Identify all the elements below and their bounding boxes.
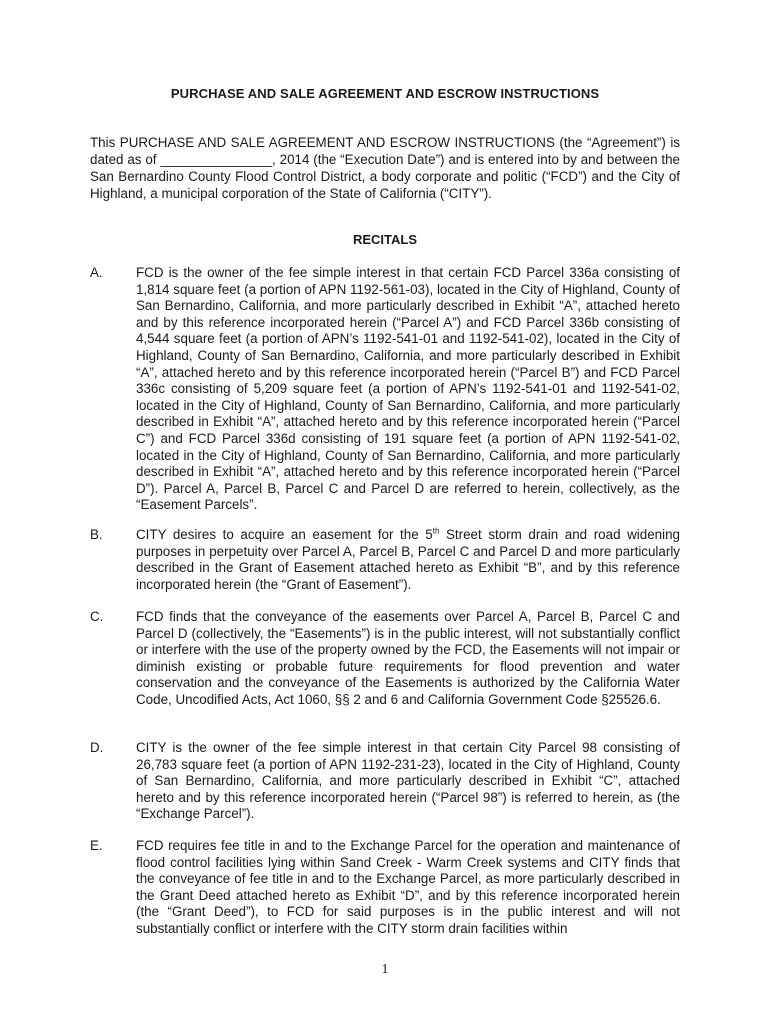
recital-letter: A. xyxy=(90,265,103,280)
recital-text: FCD is the owner of the fee simple interest in that certain FCD Parcel 336a consisting of 1,814 square feet (a portion of APN 1192-561-03), located in the City of Highland, County of San Bernardino, California, and more particularly described in Exhibit “A”, attached hereto and by this reference incorporated herein (“Parcel A”) and FCD Parcel 336b consisting of 4,544 square feet (a portion of APN’s 1192-541-01 and 1192-541-02), located in the City of Highland, County of San Bernardino, California, and more particularly described in Exhibit “A”, attached hereto and by this reference incorporated herein (“Parcel B”) and FCD Parcel 336c consisting of 5,209 square feet (a portion of APN’s 1192-541-01 and 1192-541-02, located in the City of Highland, County of San Bernardino, California, and more particularly described in Exhibit “A”, attached hereto and by this reference incorporated herein (“Parcel C”) and FCD Parcel 336d consisting of 191 square feet (a portion of APN 1192-541-02, located in the City of Highland, County of San Bernardino, California, and more particularly described in Exhibit “A”, attached hereto and by this reference incorporated herein (“Parcel D”). Parcel A, Parcel B, Parcel C and Parcel D are referred to herein, collectively, as the “Easement Parcels”. xyxy=(136,265,680,513)
recital-text: FCD finds that the conveyance of the easements over Parcel A, Parcel B, Parcel C and Parcel D (collectively, the “Easements”) is in the public interest, will not substantially conflict or interfere with the use of the property owned by the FCD, the Easements will not impair or diminish existing or probable future requirements for flood prevention and water conservation and the conveyance of the Easements is authorized by the California Water Code, Uncodified Acts, Act 1060, §§ 2 and 6 and California Government Code §25526.6. xyxy=(136,609,680,707)
recital-text xyxy=(136,527,680,593)
page-number: 1 xyxy=(381,962,389,977)
recital-text: FCD requires fee title in and to the Exchange Parcel for the operation and maintenance of flood control facilities lying within Sand Creek - Warm Creek systems and CITY finds that the conveyance of fee title in and to the Exchange Parcel, as more particularly described in the Grant Deed attached hereto as Exhibit “D”, and by this reference incorporated herein (the “Grant Deed”), to FCD for said purposes is in the public interest and will not substantially conflict or interfere with the CITY storm drain facilities within xyxy=(136,838,680,936)
recital-text: CITY is the owner of the fee simple interest in that certain City Parcel 98 consisting of 26,783 square feet (a portion of APN 1192-231-23), located in the City of Highland, County of San Bernardino, California, and more particularly described in Exhibit “C”, attached hereto and by this reference incorporated herein (“Parcel 98”) is referred to herein, as (the “Exchange Parcel”). xyxy=(136,740,680,822)
recital-text-part: CITY desires to acquire an easement for the 5 xyxy=(136,527,433,542)
recital-letter: B. xyxy=(90,527,103,542)
recital-letter: D. xyxy=(90,740,104,755)
intro-paragraph: This PURCHASE AND SALE AGREEMENT AND ESCROW INSTRUCTIONS (the “Agreement”) is dated as of _______________, 2014 (the “Execution Date”) and is entered into by and between the San Bernardino County Flood Control District, a body corporate and politic (“FCD”) and the City of Highland, a municipal corporation of the State of California (“CITY”). xyxy=(90,135,680,201)
recital-letter: E. xyxy=(90,838,103,853)
document-title: PURCHASE AND SALE AGREEMENT AND ESCROW INSTRUCTIONS xyxy=(170,86,600,101)
recital-letter: C. xyxy=(90,609,104,624)
recitals-heading: RECITALS xyxy=(352,232,418,247)
recital-text-part: Street storm drain and road widening purposes in perpetuity over Parcel A, Parcel B, Parcel C and Parcel D and more particularly described in the Grant of Easement attached hereto as Exhibit “B”, and by this reference incorporated herein (the “Grant of Easement”). xyxy=(136,527,680,592)
ordinal-superscript: th xyxy=(432,526,440,536)
